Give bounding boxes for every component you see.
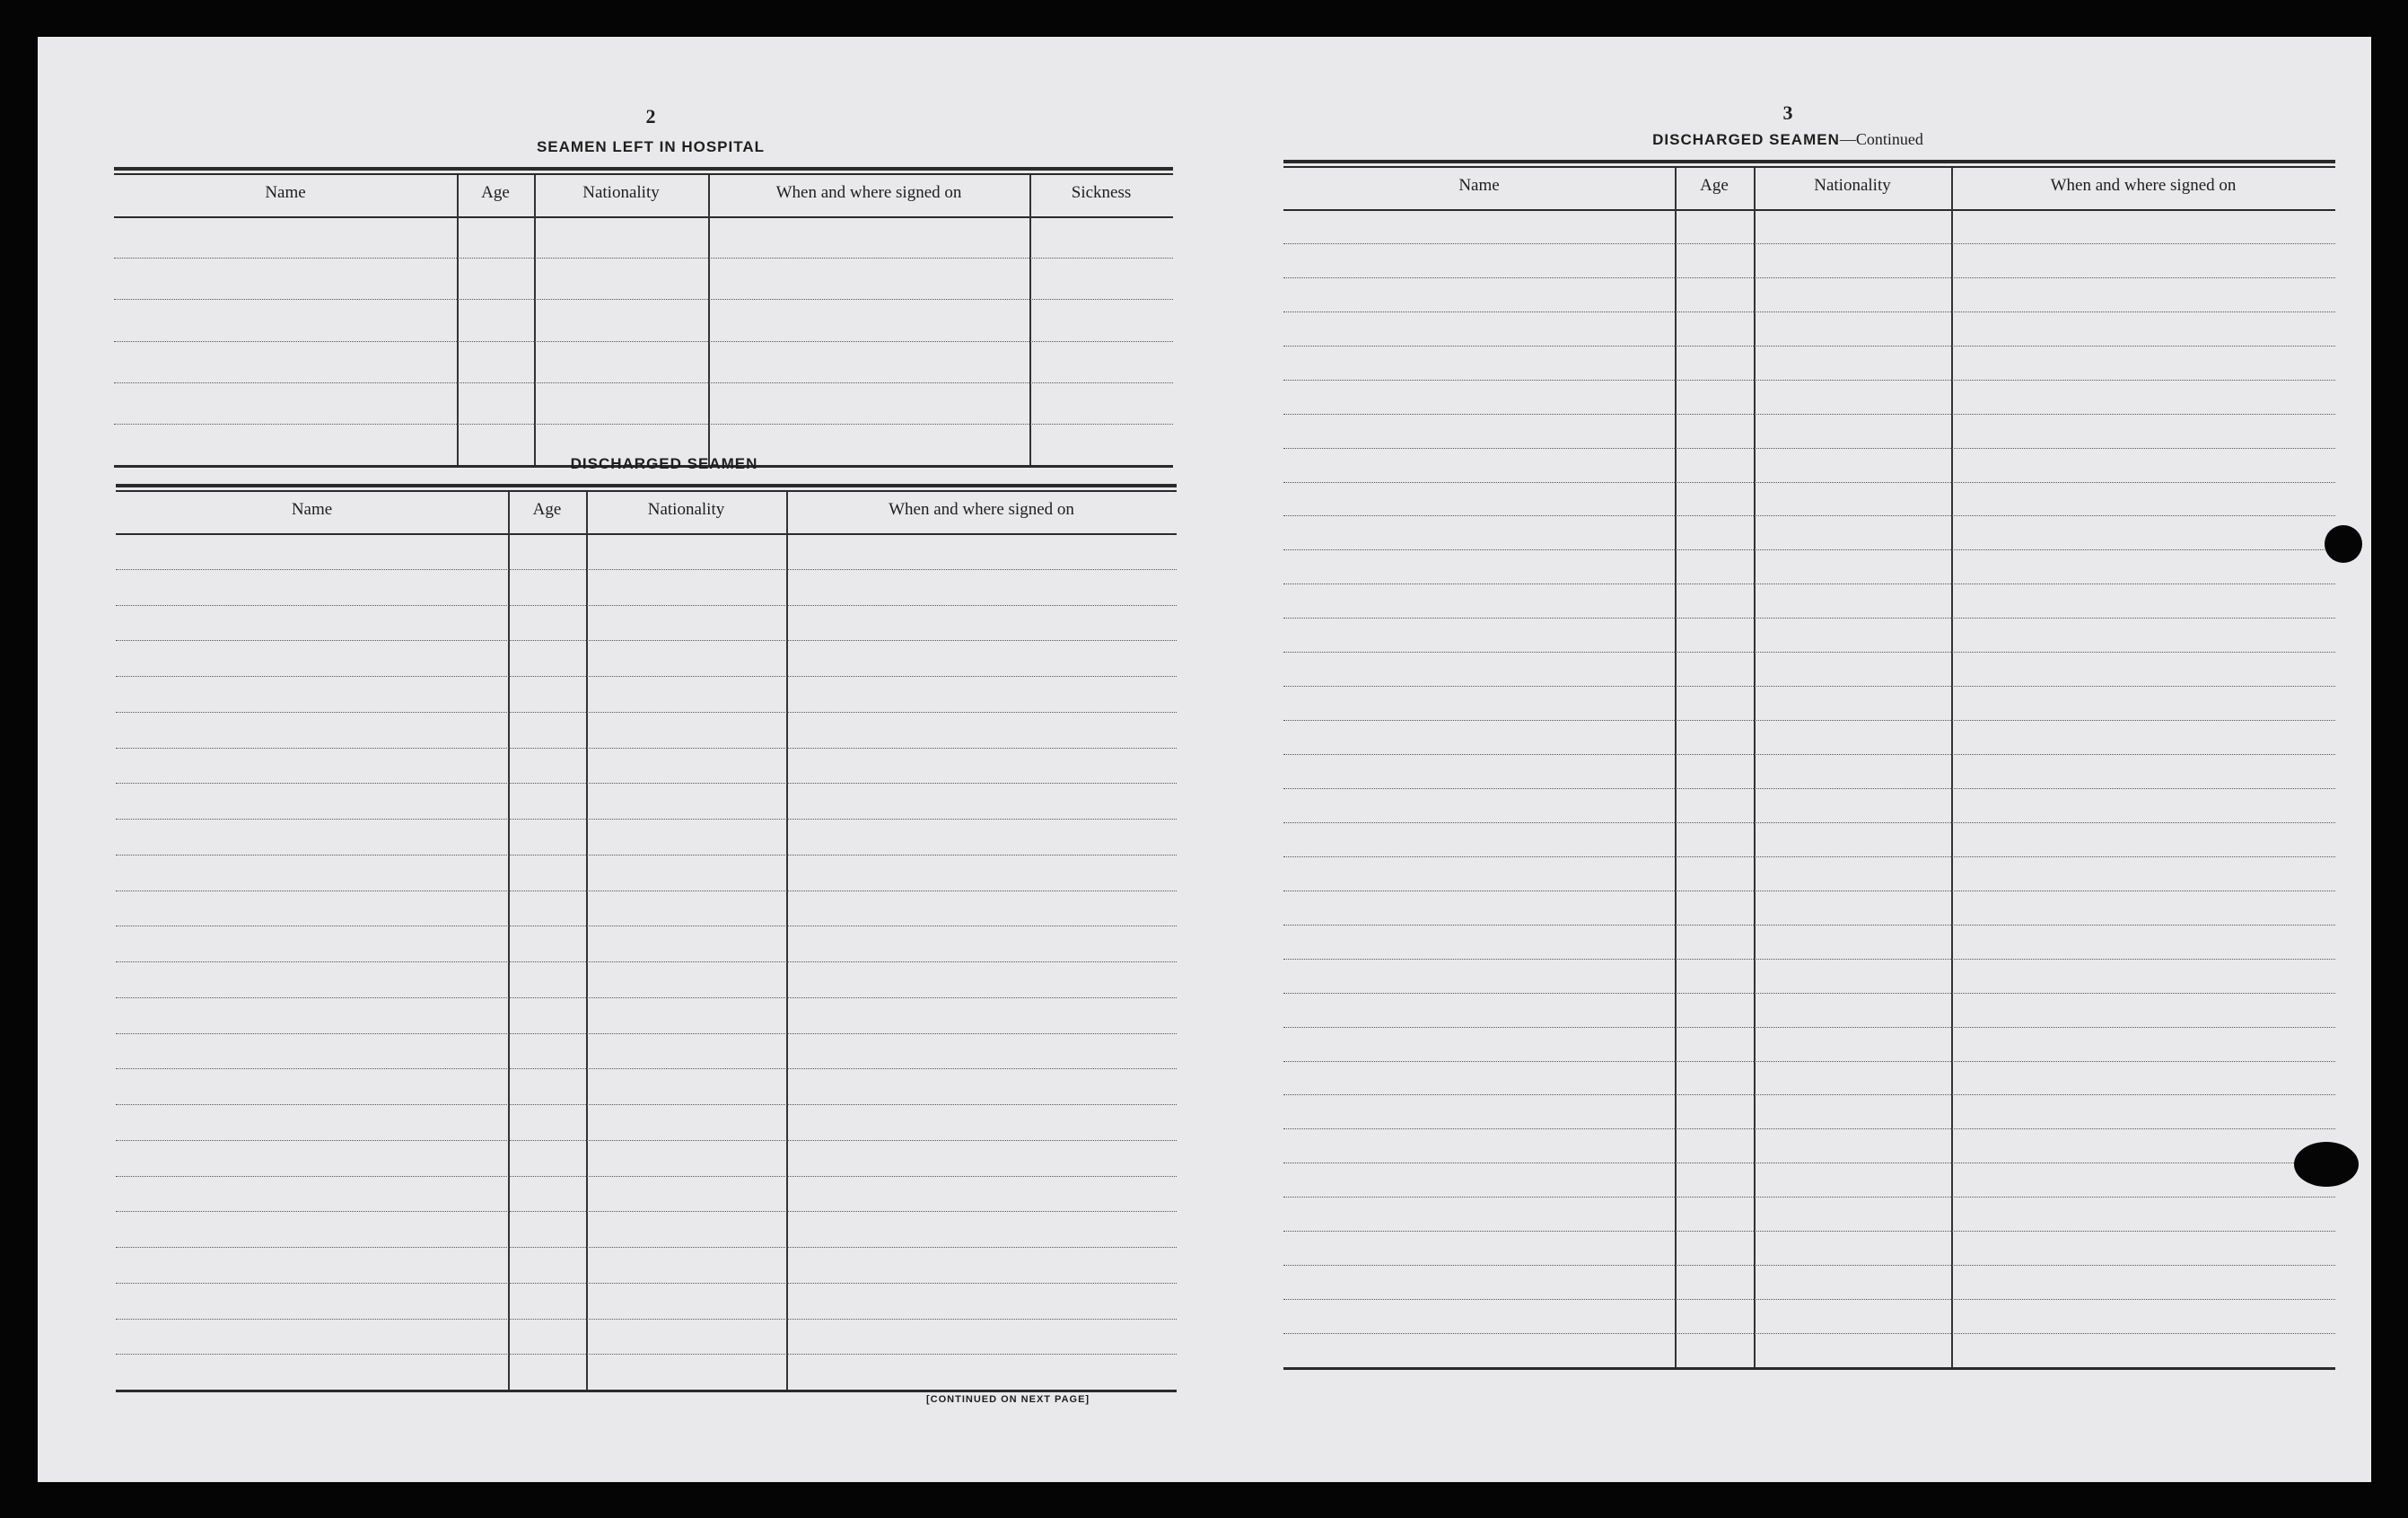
entry-row-line (1283, 788, 2335, 789)
table-bottom-rule (116, 1390, 1177, 1392)
column-divider (786, 492, 788, 1390)
entry-row-line (114, 299, 1173, 300)
hospital-section-title: SEAMEN LEFT IN HOSPITAL (536, 138, 766, 155)
column-header-nationality: Nationality (1814, 176, 1891, 195)
entry-row-line (116, 569, 1177, 570)
entry-row-line (1283, 380, 2335, 381)
column-divider (534, 175, 536, 465)
entry-row-line (1283, 618, 2335, 619)
entry-row-line (1283, 448, 2335, 449)
entry-row-line (116, 1068, 1177, 1069)
column-header-nationality: Nationality (582, 183, 660, 202)
entry-row-line (1283, 1094, 2335, 1095)
entry-row-line (116, 605, 1177, 606)
entry-row-line (116, 1033, 1177, 1034)
entry-row-line (1283, 1265, 2335, 1266)
table-top-rule-thick (1283, 160, 2335, 163)
punch-hole-lower (2294, 1142, 2359, 1187)
column-header-age: Age (1700, 176, 1729, 195)
continued-suffix: —Continued (1839, 130, 1923, 148)
entry-row-line (1283, 414, 2335, 415)
discharged-continued-title (1635, 130, 1940, 149)
entry-row-line (116, 1140, 1177, 1141)
entry-row-line (116, 676, 1177, 677)
entry-row-line (114, 424, 1173, 425)
column-divider (1675, 168, 1677, 1367)
discharged-continued-title-text: DISCHARGED SEAMEN (1652, 131, 1840, 148)
entry-row-line (116, 1319, 1177, 1320)
discharged-table (116, 484, 1177, 1392)
table-top-rule-thick (114, 167, 1173, 171)
column-header-when-and-where-signed-on: When and where signed on (775, 183, 962, 202)
register-sheet (38, 37, 2371, 1482)
page-number-left: 2 (645, 105, 656, 127)
entry-row-line (116, 961, 1177, 962)
entry-row-line (1283, 652, 2335, 653)
entry-row-line (1283, 1128, 2335, 1129)
entry-row-line (116, 1354, 1177, 1355)
discharged-section-title: DISCHARGED SEAMEN (570, 455, 758, 472)
entry-row-line (116, 1247, 1177, 1248)
discharged-continued-table (1283, 160, 2335, 1370)
entry-row-line (1283, 277, 2335, 278)
continued-note: [CONTINUED ON NEXT PAGE] (926, 1394, 1090, 1405)
entry-row-line (1283, 482, 2335, 483)
table-top-rule-thick (116, 484, 1177, 487)
entry-row-line (1283, 925, 2335, 926)
column-divider (708, 175, 710, 465)
table-top-rule-thin (114, 173, 1173, 175)
table-top-rule-thin (116, 490, 1177, 492)
entry-row-line (1283, 549, 2335, 550)
column-divider (1951, 168, 1953, 1367)
entry-row-line (116, 855, 1177, 856)
entry-row-line (1283, 822, 2335, 823)
column-header-name: Name (265, 183, 306, 202)
entry-row-line (1283, 1061, 2335, 1062)
entry-row-line (116, 1176, 1177, 1177)
entry-row-line (1283, 1027, 2335, 1028)
column-divider (1754, 168, 1756, 1367)
entry-row-line (1283, 1299, 2335, 1300)
entry-row-line (114, 382, 1173, 383)
entry-row-line (1283, 1231, 2335, 1232)
column-header-age: Age (481, 183, 510, 202)
page-number-right: 3 (1782, 101, 1793, 124)
header-bottom-rule (1283, 209, 2335, 211)
entry-row-line (116, 997, 1177, 998)
column-divider (508, 492, 510, 1390)
entry-row-line (114, 258, 1173, 259)
entry-row-line (1283, 243, 2335, 244)
entry-row-line (1283, 346, 2335, 347)
column-header-sickness: Sickness (1071, 183, 1132, 202)
entry-row-line (1283, 686, 2335, 687)
table-top-rule-thin (1283, 166, 2335, 168)
entry-row-line (1283, 856, 2335, 857)
entry-row-line (116, 640, 1177, 641)
entry-row-line (1283, 993, 2335, 994)
column-header-age: Age (532, 500, 562, 519)
hospital-table (114, 167, 1173, 468)
column-header-when-and-where-signed-on: When and where signed on (889, 500, 1074, 519)
entry-row-line (1283, 1333, 2335, 1334)
entry-row-line (116, 819, 1177, 820)
punch-hole-upper (2325, 525, 2362, 563)
column-header-when-and-where-signed-on: When and where signed on (2050, 176, 2237, 195)
column-header-nationality: Nationality (647, 500, 725, 519)
column-divider (1029, 175, 1031, 465)
entry-row-line (116, 712, 1177, 713)
header-bottom-rule (116, 533, 1177, 535)
entry-row-line (1283, 720, 2335, 721)
column-header-name: Name (291, 500, 333, 519)
entry-row-line (1283, 1197, 2335, 1198)
entry-row-line (1283, 754, 2335, 755)
table-bottom-rule (1283, 1367, 2335, 1370)
entry-row-line (1283, 959, 2335, 960)
column-divider (586, 492, 588, 1390)
entry-row-line (116, 1104, 1177, 1105)
entry-row-line (1283, 515, 2335, 516)
entry-row-line (1283, 311, 2335, 312)
column-header-name: Name (1458, 176, 1500, 195)
column-divider (457, 175, 459, 465)
entry-row-line (116, 1211, 1177, 1212)
entry-row-line (116, 783, 1177, 784)
entry-row-line (116, 1283, 1177, 1284)
entry-row-line (114, 341, 1173, 342)
entry-row-line (116, 748, 1177, 749)
header-bottom-rule (114, 216, 1173, 218)
